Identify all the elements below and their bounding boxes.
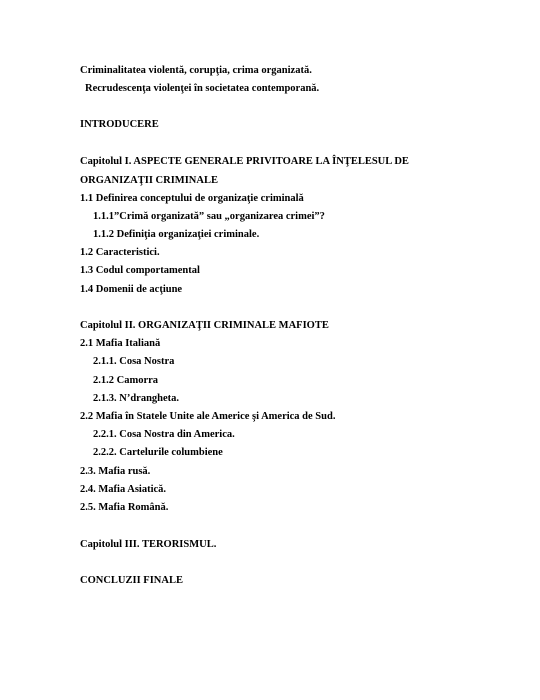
document-title-line-1: Criminalitatea violentă, corupţia, crima organizată. (80, 65, 312, 76)
toc-item-2-1-1: 2.1.1. Cosa Nostra (93, 356, 175, 367)
toc-item-1-1-2: 1.1.2 Definiţia organizaţiei criminale. (93, 229, 260, 240)
toc-item-2-3: 2.3. Mafia rusă. (80, 466, 151, 477)
chapter-2-heading: Capitolul II. ORGANIZAŢII CRIMINALE MAFIOTE (80, 320, 329, 331)
chapter-1-heading-line-2: ORGANIZAŢII CRIMINALE (80, 175, 218, 186)
conclusions-heading: CONCLUZII FINALE (80, 575, 183, 586)
toc-item-2-2-2: 2.2.2. Cartelurile columbiene (93, 447, 223, 458)
toc-item-1-4: 1.4 Domenii de acţiune (80, 284, 183, 295)
toc-item-2-2: 2.2 Mafia în Statele Unite ale Americe şi America de Sud. (80, 411, 336, 422)
toc-item-1-1-1: 1.1.1”Crimă organizată” sau „organizarea crimei”? (93, 211, 325, 222)
toc-item-1-2: 1.2 Caracteristici. (80, 247, 160, 258)
introduction-heading: INTRODUCERE (80, 119, 159, 130)
toc-item-1-1: 1.1 Definirea conceptului de organizaţie criminală (80, 193, 304, 204)
toc-item-2-1: 2.1 Mafia Italiană (80, 338, 161, 349)
toc-item-2-1-3: 2.1.3. N’drangheta. (93, 393, 180, 404)
toc-item-2-2-1: 2.2.1. Cosa Nostra din America. (93, 429, 235, 440)
chapter-1-heading-line-1: Capitolul I. ASPECTE GENERALE PRIVITOARE LA ÎNŢELESUL DE (80, 156, 409, 167)
toc-item-1-3: 1.3 Codul comportamental (80, 265, 200, 276)
chapter-3-heading: Capitolul III. TERORISMUL. (80, 539, 217, 550)
toc-item-2-5: 2.5. Mafia Română. (80, 502, 169, 513)
document-title-line-2: Recrudescenţa violenţei în societatea contemporană. (85, 83, 320, 94)
toc-item-2-1-2: 2.1.2 Camorra (93, 375, 159, 386)
toc-item-2-4: 2.4. Mafia Asiatică. (80, 484, 167, 495)
